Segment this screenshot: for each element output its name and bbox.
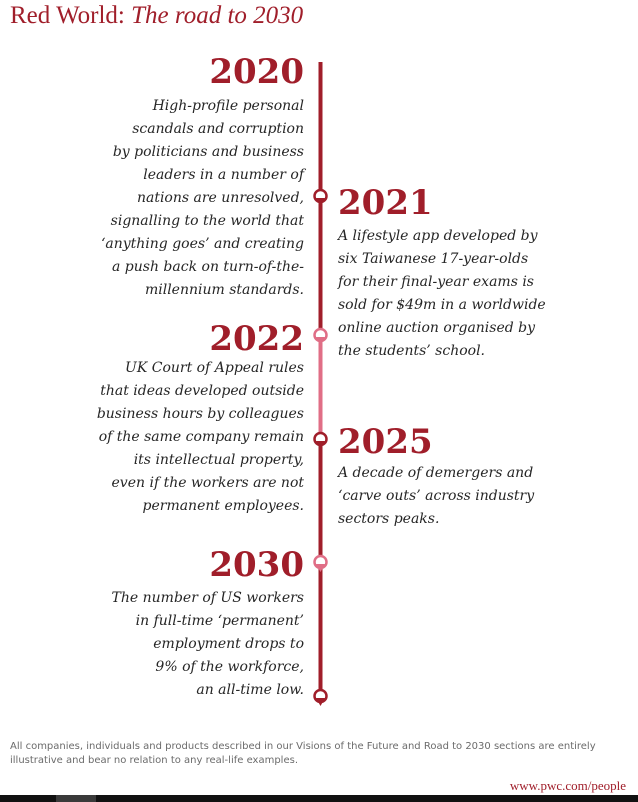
event-2022-text: UK Court of Appeal rules that ideas developed outside business hours by colleagues of the same company remain its intellectual property, even if the workers are not permanent employees.	[96, 360, 304, 514]
year-2022: 2022	[209, 319, 304, 359]
timeline-segment	[319, 62, 323, 194]
event-2021-text: A lifestyle app developed by six Taiwanese 17-year-olds for their final-year exams is sold for $49m in a worldwide online auction organised by the students’ school.	[338, 228, 546, 359]
title-italic: The road to 2030	[131, 2, 304, 29]
timeline-segment	[319, 562, 323, 696]
marker-end	[315, 690, 327, 706]
timeline-segment	[319, 438, 323, 562]
bottom-bar-segment	[56, 795, 96, 802]
year-2020: 2020	[209, 52, 304, 92]
event-2030-text: The number of US workers in full-time ‘permanent’ employment drops to 9% of the workforce, an all-time low.	[111, 590, 304, 698]
website-link[interactable]: www.pwc.com/people	[509, 778, 626, 793]
timeline-segment	[319, 194, 323, 334]
marker-2025	[315, 433, 327, 449]
marker-2030	[315, 556, 327, 572]
title-prefix: Red World:	[10, 2, 132, 29]
disclaimer: All companies, individuals and products described in our Visions of the Future and Road to 2030 sections are entirely illustrative and bear no relation to any real-life examples.	[10, 741, 596, 766]
marker-2022	[315, 329, 327, 345]
marker-2021	[315, 190, 327, 206]
event-2025-text: A decade of demergers and ‘carve outs’ across industry sectors peaks.	[338, 465, 535, 527]
year-2021: 2021	[338, 183, 433, 223]
year-2030: 2030	[209, 545, 304, 585]
timeline-segment	[319, 334, 323, 438]
bottom-bar	[0, 795, 638, 802]
year-2025: 2025	[338, 422, 433, 462]
event-2020-text: High-profile personal scandals and corruption by politicians and business leaders in a number of nations are unresolved, signalling to the world that ‘anything goes’ and creating a push back on turn-of-the- millennium standards.	[100, 98, 304, 298]
